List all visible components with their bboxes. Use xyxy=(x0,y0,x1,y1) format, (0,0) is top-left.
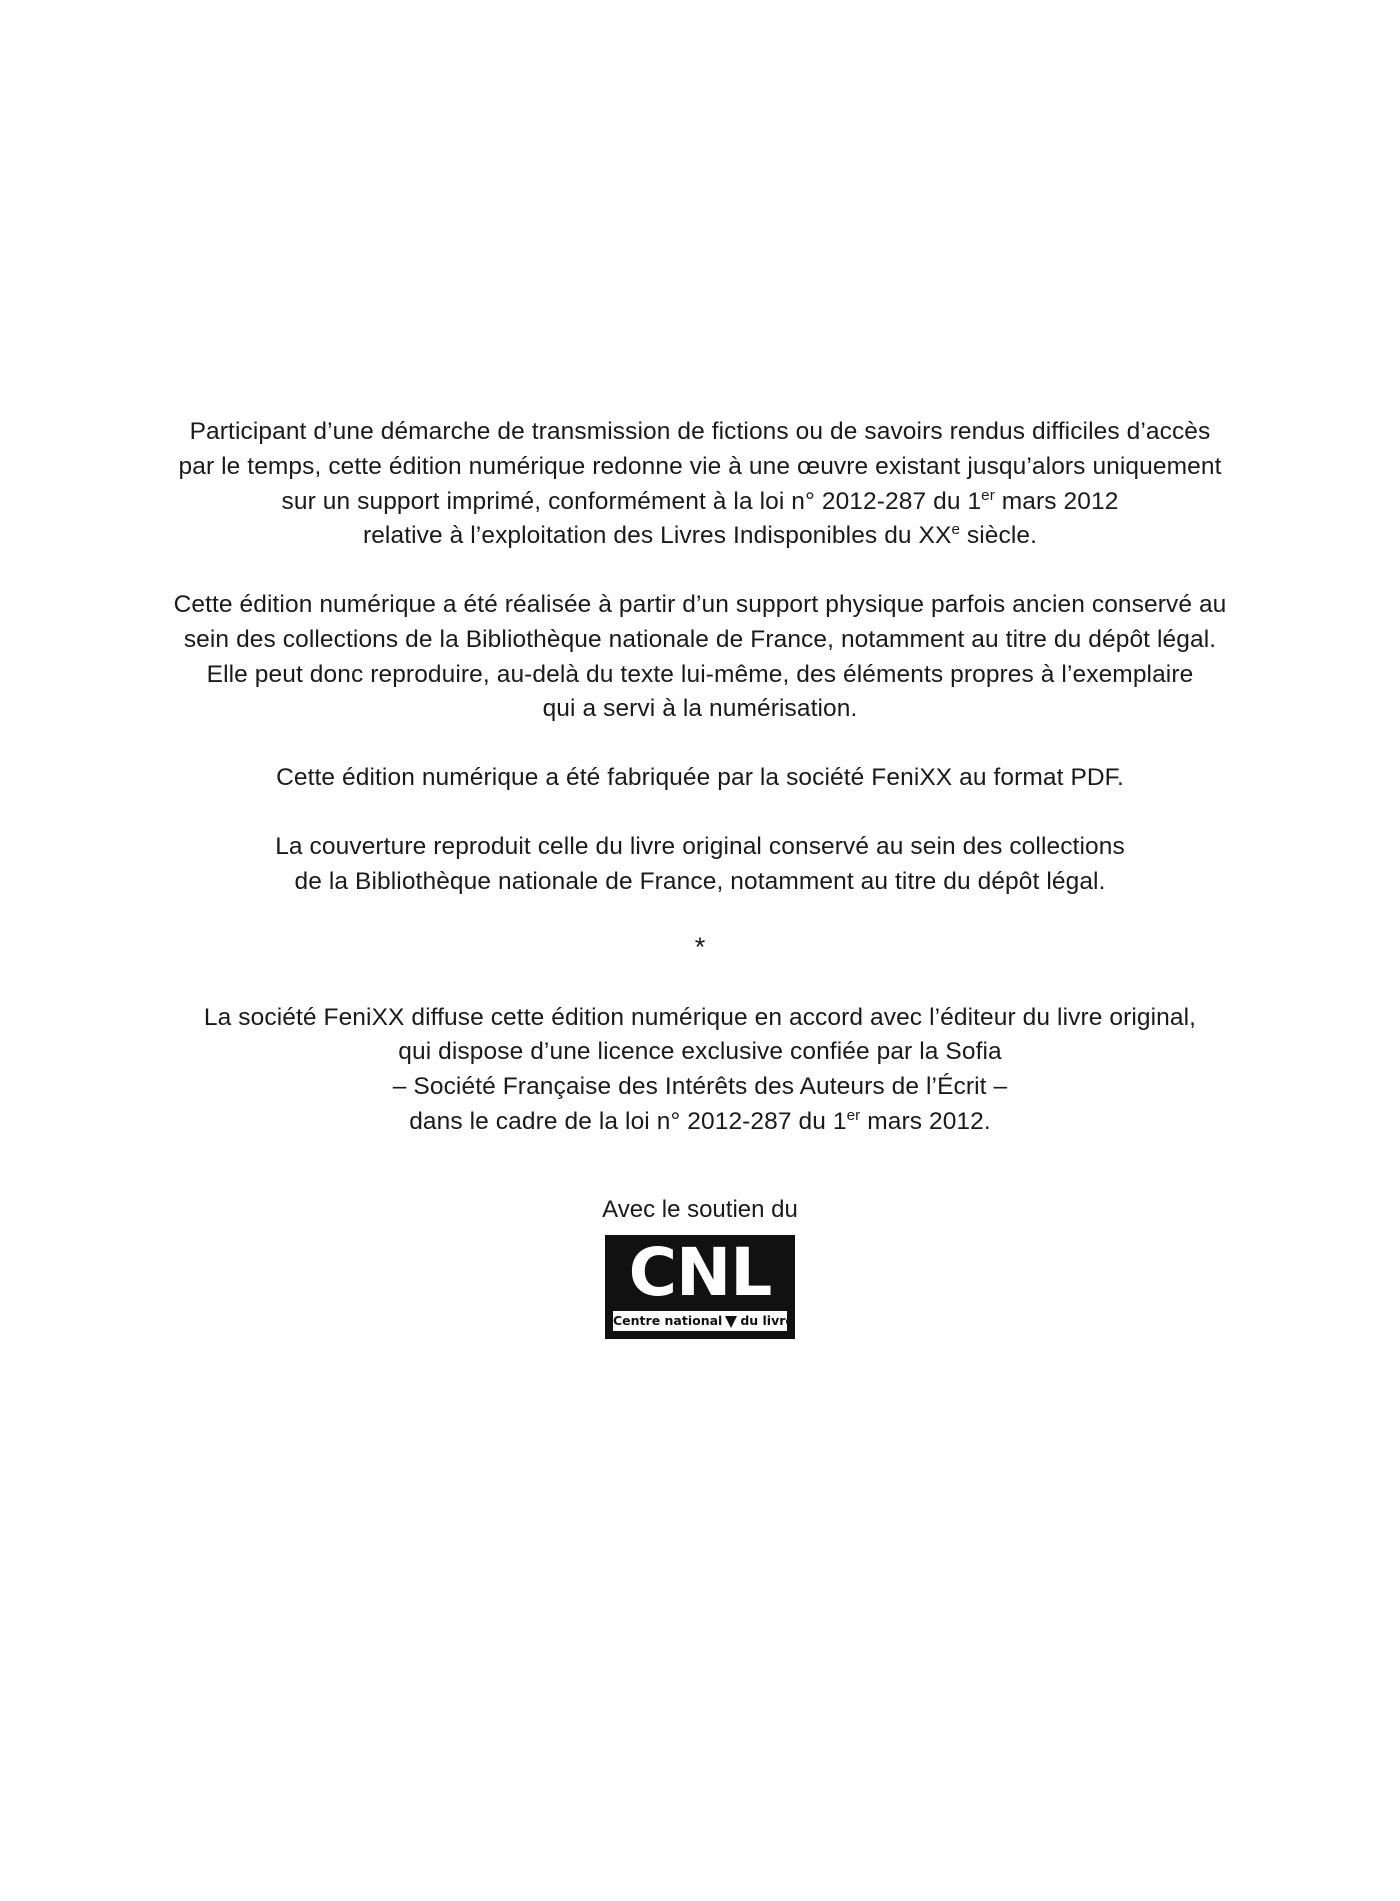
legal-notice-block xyxy=(120,415,1280,1339)
cnl-logo xyxy=(605,1235,795,1339)
paragraph-cover: La couverture reproduit celle du livre original conservé au sein des collections de la Bibliothèque nationale de France, notamment au titre du dépôt légal. xyxy=(275,833,1125,895)
cnl-logo-letters: CNL xyxy=(628,1233,772,1311)
cnl-tick-icon xyxy=(725,1316,737,1328)
support-label: Avec le soutien du xyxy=(602,1195,798,1223)
paragraph-source: Cette édition numérique a été réalisée à partir d’un support physique parfois ancien conservé au sein des collections de la Bibliothèque nationale de France, notamment au titre du dépôt légal. Elle peut donc reproduire, au-delà du texte lui-même, des éléments propres à l’exemplaire qui a servi à la numérisation. xyxy=(173,591,1227,723)
paragraph-licence: La société FeniXX diffuse cette édition numérique en accord avec l’éditeur du livre original, qui dispose d’une licence exclusive confiée par la Sofia – Société Française des Intérêts des Auteurs de l’Écrit – dans le cadre de la loi n° 2012-287 du 1er mars 2012. xyxy=(203,1003,1197,1135)
section-separator: * xyxy=(694,931,706,962)
support-section xyxy=(120,1194,1280,1339)
paragraph-format: Cette édition numérique a été fabriquée par la société FeniXX au format PDF. xyxy=(276,764,1124,792)
cnl-subtitle-right: du livre xyxy=(740,1312,794,1328)
cnl-logo-subtitle xyxy=(613,1311,794,1331)
paragraph-mission: Participant d’une démarche de transmission de fictions ou de savoirs rendus difficiles d’accès par le temps, cette édition numérique redonne vie à une œuvre existant jusqu’alors uniquement sur un support imprimé, conformément à la loi n° 2012-287 du 1er mars 2012 relative à l’exploitation des Livres Indisponibles du XXe siècle. xyxy=(178,418,1222,550)
cnl-subtitle-left: Centre national xyxy=(613,1312,723,1328)
